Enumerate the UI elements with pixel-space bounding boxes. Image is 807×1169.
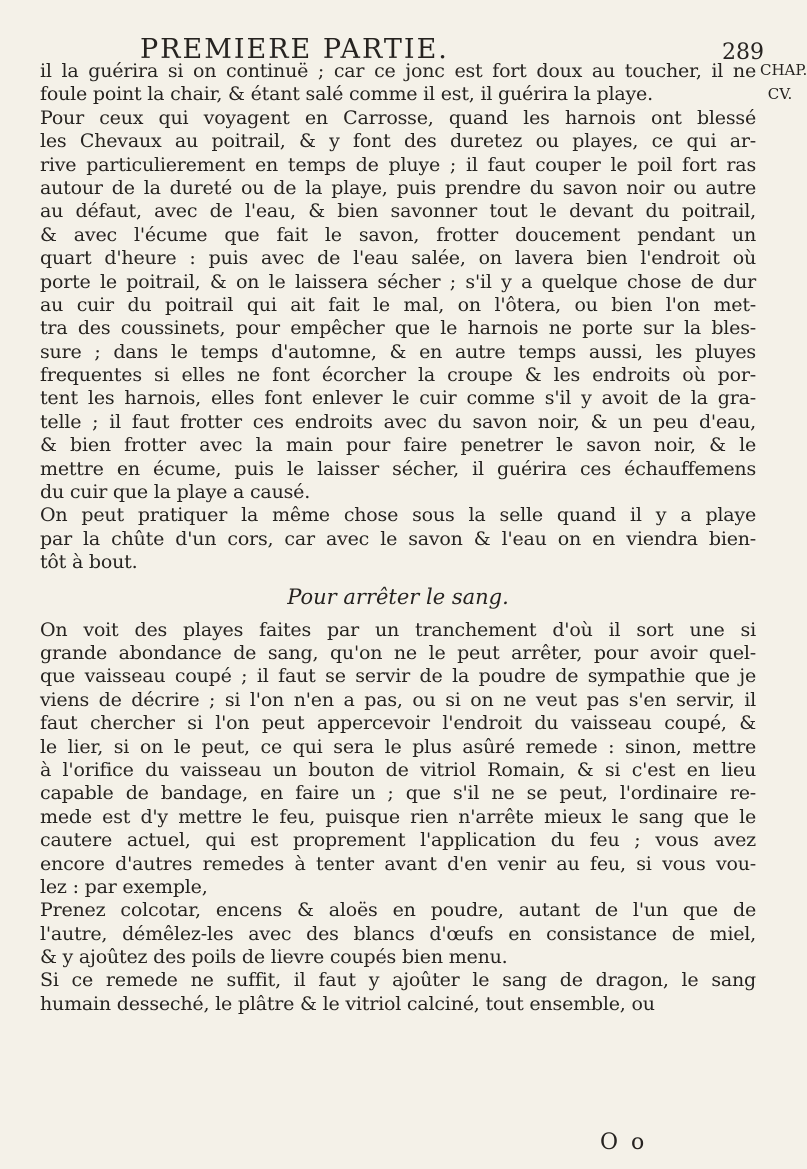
margin-note-line: CV. — [767, 85, 793, 103]
running-head: PREMIERE PARTIE. — [140, 34, 449, 65]
text-line: Si ce remede ne suffit, il faut y ajoûter le sang de dragon, le sang — [40, 969, 756, 992]
text-line: tent les harnois, elles font enlever le cuir comme s'il y avoit de la gra- — [40, 387, 756, 410]
text-line: au cuir du poitrail qui ait fait le mal, on l'ôtera, ou bien l'on met- — [40, 293, 756, 316]
text-line: sure ; dans le temps d'automne, & en autre temps aussi, les pluyes — [40, 340, 756, 363]
text-line: frequentes si elles ne font écorcher la croupe & les endroits où por- — [40, 364, 756, 387]
page-body — [40, 60, 756, 1016]
text-line: humain desseché, le plâtre & le vitriol calciné, tout ensemble, ou — [40, 992, 655, 1015]
text-line: que vaisseau coupé ; il faut se servir de la poudre de sympathie que je — [40, 665, 756, 688]
text-line: cautere actuel, qui est proprement l'application du feu ; vous avez — [40, 829, 756, 852]
page-number: 289 — [722, 40, 764, 65]
margin-note-chapter — [760, 58, 807, 106]
text-line: lez : par exemple, — [40, 875, 208, 898]
text-line: rive particulierement en temps de pluye ; il faut couper le poil fort ras — [40, 153, 756, 176]
text-line: & avec l'écume que fait le savon, frotter doucement pendant un — [40, 223, 756, 246]
signature-mark: O o — [600, 1130, 648, 1155]
text-line: mettre en écume, puis le laisser sécher, il guérira ces échauffemens — [40, 457, 756, 480]
text-line: quart d'heure : puis avec de l'eau salée, on lavera bien l'endroit où — [40, 247, 756, 270]
text-line: l'autre, démêlez-les avec des blancs d'œufs en consistance de miel, — [40, 922, 756, 945]
text-line: porte le poitrail, & on le laissera sécher ; s'il y a quelque chose de dur — [40, 270, 756, 293]
section-title: Pour arrêter le sang. — [287, 584, 509, 609]
text-line: On peut pratiquer la même chose sous la selle quand il y a playe — [40, 504, 756, 527]
text-line: Prenez colcotar, encens & aloës en poudre, autant de l'un que de — [40, 899, 756, 922]
text-line: Pour ceux qui voyagent en Carrosse, quand les harnois ont blessé — [40, 106, 756, 129]
text-line: telle ; il faut frotter ces endroits avec du savon noir, & un peu d'eau, — [40, 410, 756, 433]
text-line: au défaut, avec de l'eau, & bien savonner tout le devant du poitrail, — [40, 200, 756, 223]
text-line: foule point la chair, & étant salé comme il est, il guérira la playe. — [40, 83, 653, 106]
text-line: viens de décrire ; si l'on n'en a pas, ou si on ne veut pas s'en servir, il — [40, 688, 756, 711]
text-line: & bien frotter avec la main pour faire penetrer le savon noir, & le — [40, 434, 756, 457]
text-line: On voit des playes faites par un tranchement d'où il sort une si — [40, 618, 756, 641]
text-line: faut chercher si l'on peut appercevoir l'endroit du vaisseau coupé, & — [40, 712, 756, 735]
margin-note-line: CHAP. — [760, 61, 807, 79]
text-line: tra des coussinets, pour empêcher que le harnois ne porte sur la bles- — [40, 317, 756, 340]
text-line: mede est d'y mettre le feu, puisque rien n'arrête mieux le sang que le — [40, 805, 756, 828]
text-line: encore d'autres remedes à tenter avant d'en venir au feu, si vous vou- — [40, 852, 756, 875]
text-line: grande abondance de sang, qu'on ne le peut arrêter, pour avoir quel- — [40, 641, 756, 664]
text-section-1 — [40, 60, 756, 575]
text-line: du cuir que la playe a causé. — [40, 481, 311, 504]
text-line: autour de la dureté ou de la playe, puis prendre du savon noir ou autre — [40, 176, 756, 199]
text-section-2 — [40, 619, 756, 1017]
text-line: à l'orifice du vaisseau un bouton de vitriol Romain, & si c'est en lieu — [40, 758, 756, 781]
text-line: par la chûte d'un cors, car avec le savon & l'eau on en viendra bien- — [40, 527, 756, 550]
text-line: il la guérira si on continuë ; car ce jonc est fort doux au toucher, il ne — [40, 60, 756, 82]
text-line: & y ajoûtez des poils de lievre coupés bien menu. — [40, 946, 508, 969]
text-line: le lier, si on le peut, ce qui sera le plus asûré remede : sinon, mettre — [40, 735, 756, 758]
text-line: capable de bandage, en faire un ; que s'il ne se peut, l'ordinaire re- — [40, 782, 756, 805]
text-line: tôt à bout. — [40, 551, 138, 574]
text-line: les Chevaux au poitrail, & y font des duretez ou playes, ce qui ar- — [40, 130, 756, 153]
